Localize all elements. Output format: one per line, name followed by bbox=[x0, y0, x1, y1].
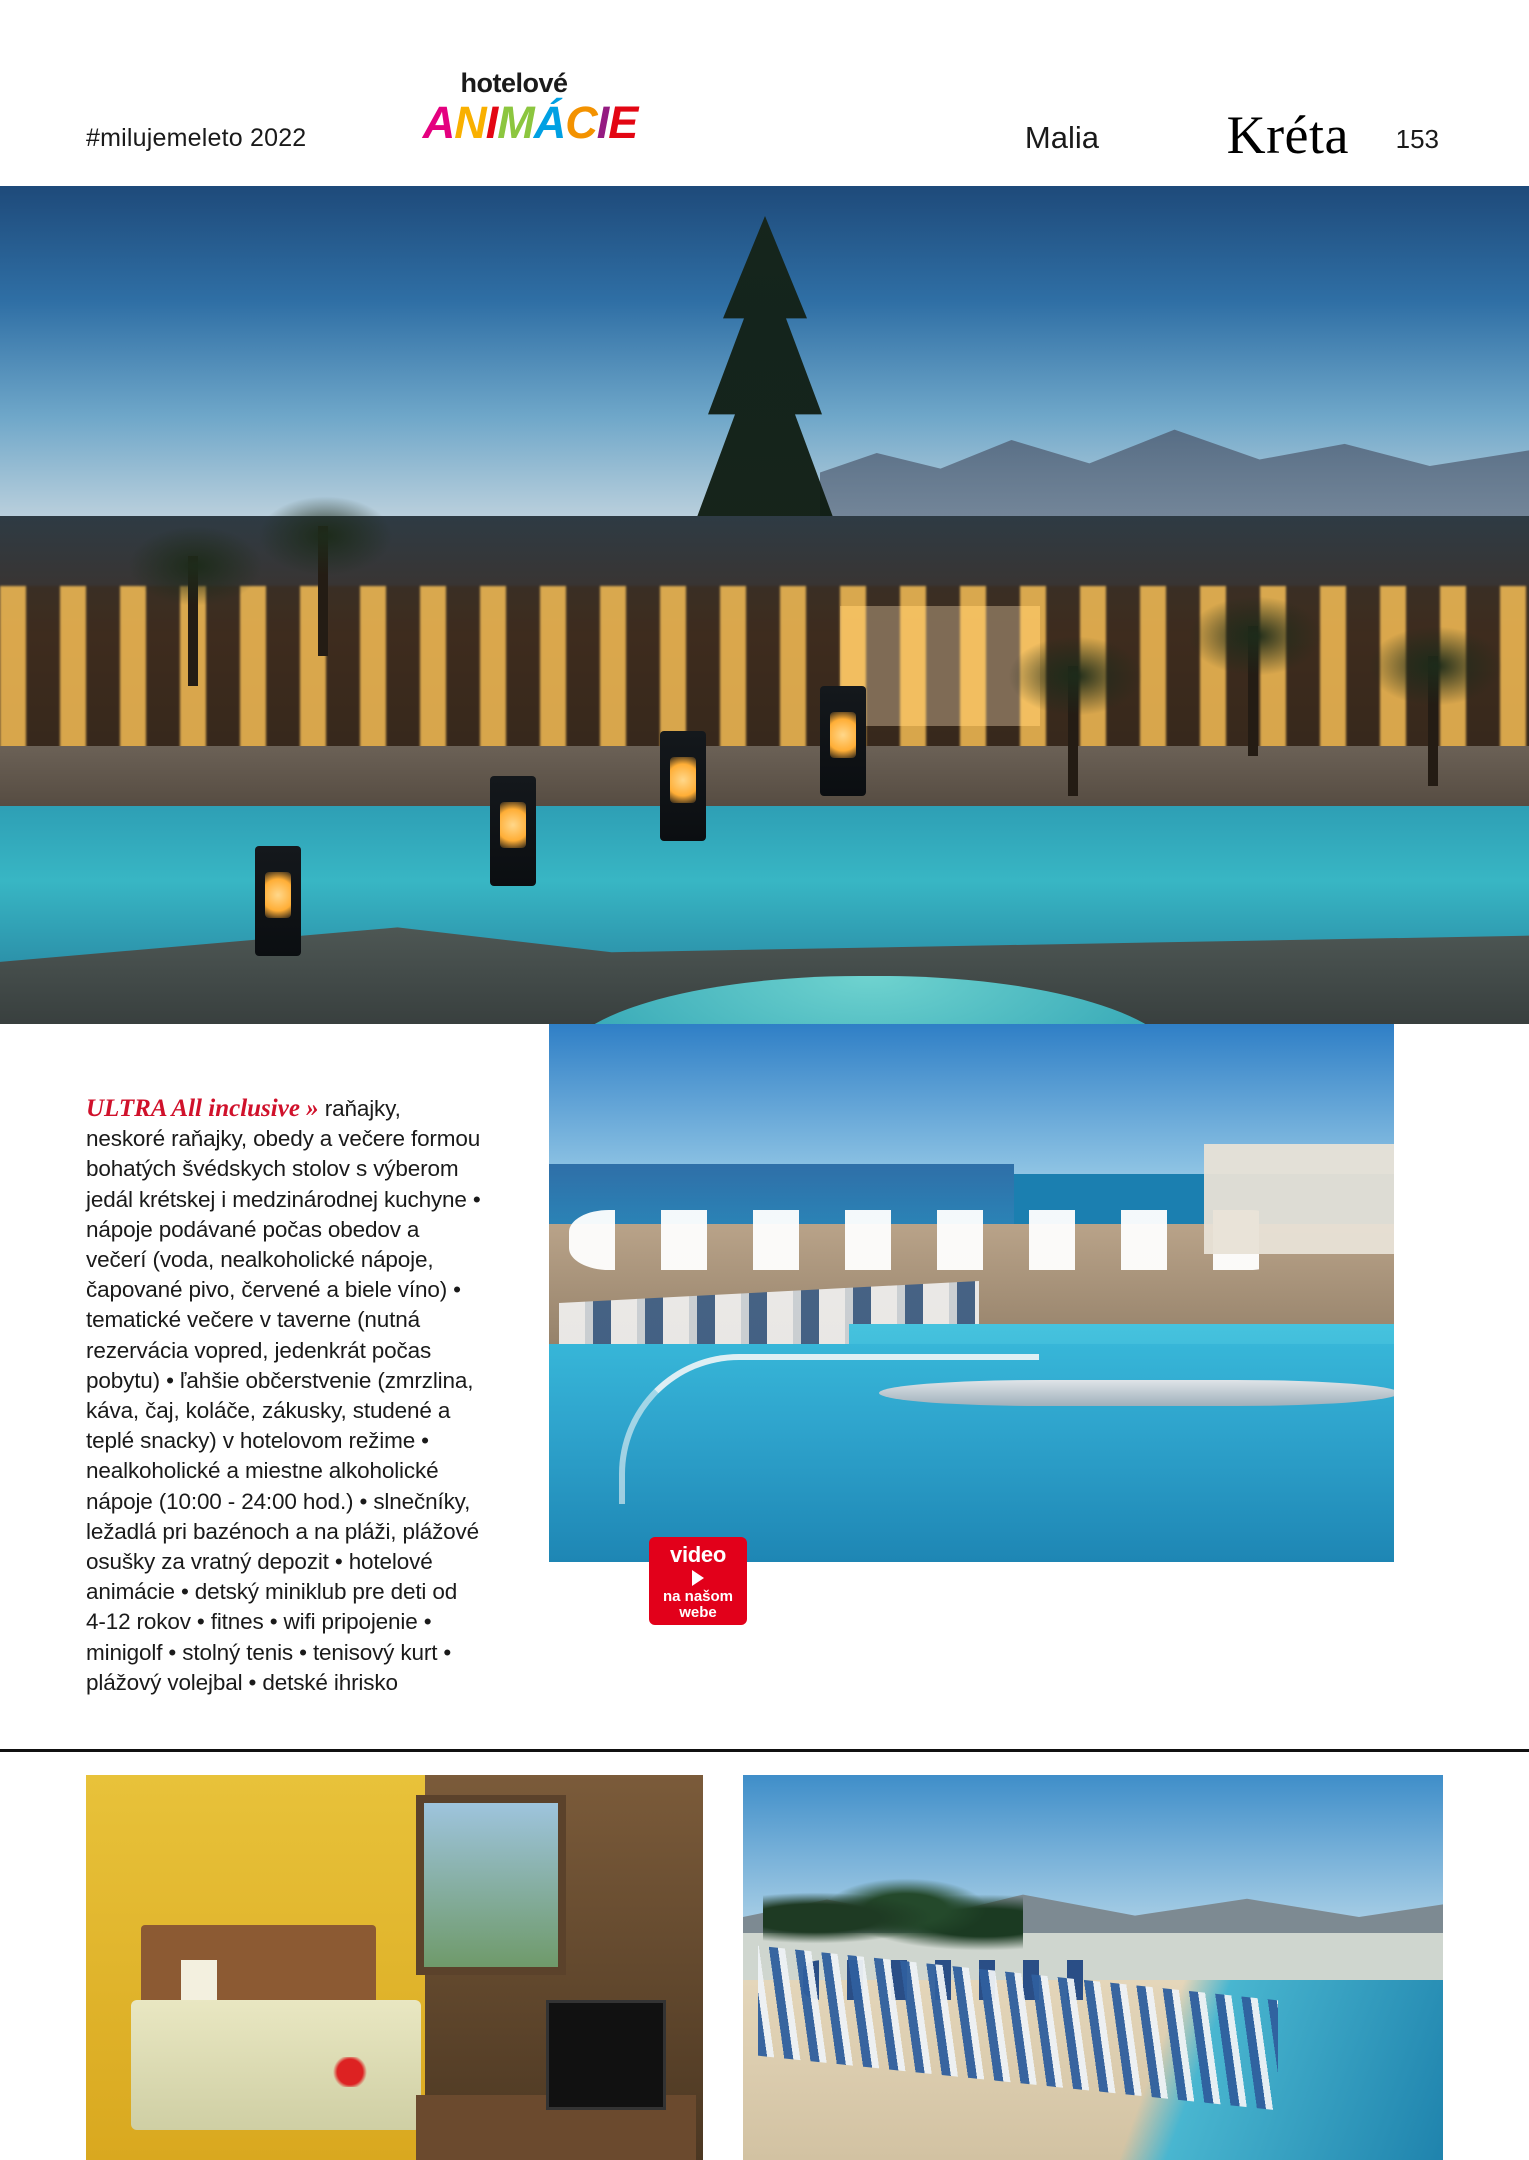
lantern bbox=[490, 776, 536, 886]
hotel-room-photo bbox=[86, 1775, 703, 2160]
lantern bbox=[255, 846, 301, 956]
pool-bridge-photo bbox=[549, 1024, 1394, 1562]
page-header bbox=[0, 0, 1529, 186]
flower-decoration bbox=[326, 2057, 374, 2087]
description-body: raňajky, neskoré raňajky, obedy a večere formou bohatých švédskych stolov s výberom jedál krétskej i medzinárodnej kuchyne • nápoje podávané počas obedov a večerí (voda, nealkoholické nápoje, čapované pivo, červené a biele víno) • tematické večere v taverne (nutná rezervácia vopred, jedenkrát počas pobytu) • ľahšie občerstvenie (zmrzlina, káva, čaj, koláče, zákusky, studené a teplé snacky) v hotelovom režime • nealkoholické a miestne alkoholické nápoje (10:00 - 24:00 hod.) • slnečníky, ležadlá pri bazénoch a na pláži, plážové osušky za vratný depozit • hotelové animácie • detský miniklub pre deti od 4-12 rokov • fitnes • wifi pripojenie • minigolf • stolný tenis • tenisový kurt • plážový volejbal • detské ihrisko bbox=[86, 1096, 481, 1695]
hotel-building bbox=[1204, 1144, 1394, 1254]
palm-tree bbox=[1000, 626, 1150, 786]
video-sub-line-1: na našom bbox=[662, 1588, 734, 1605]
bedside-lamp bbox=[181, 1960, 217, 2000]
logo-line-2: ANIMÁCIE bbox=[422, 97, 638, 148]
page-number: 153 bbox=[1395, 124, 1439, 154]
video-sub-line-2: webe bbox=[679, 1604, 717, 1621]
headboard bbox=[141, 1925, 376, 2010]
beach-photo bbox=[743, 1775, 1443, 2160]
umbrellas bbox=[569, 1210, 1289, 1270]
location-label: Malia bbox=[1024, 120, 1099, 155]
bed bbox=[131, 2000, 421, 2130]
description-lead: ULTRA All inclusive » bbox=[86, 1095, 319, 1122]
video-label: video bbox=[670, 1542, 726, 1567]
divider bbox=[0, 1749, 1529, 1752]
pool-railing bbox=[619, 1354, 1039, 1504]
lantern bbox=[820, 686, 866, 796]
logo-line-1: hotelové bbox=[460, 68, 568, 98]
hotelove-animacie-logo bbox=[400, 68, 660, 148]
destination-title: Kréta bbox=[1226, 105, 1349, 165]
description-text bbox=[86, 1094, 481, 1698]
television bbox=[546, 2000, 666, 2110]
palm-tree bbox=[1180, 586, 1330, 746]
hero-photo bbox=[0, 186, 1529, 1024]
lantern bbox=[660, 731, 706, 841]
palm-tree bbox=[1360, 616, 1510, 776]
play-icon bbox=[692, 1570, 704, 1586]
hashtag-label: #milujemeleto 2022 bbox=[86, 124, 307, 152]
video-badge[interactable] bbox=[649, 1537, 747, 1625]
window bbox=[416, 1795, 566, 1975]
palm-tree bbox=[120, 516, 270, 676]
palm-tree bbox=[250, 486, 400, 646]
